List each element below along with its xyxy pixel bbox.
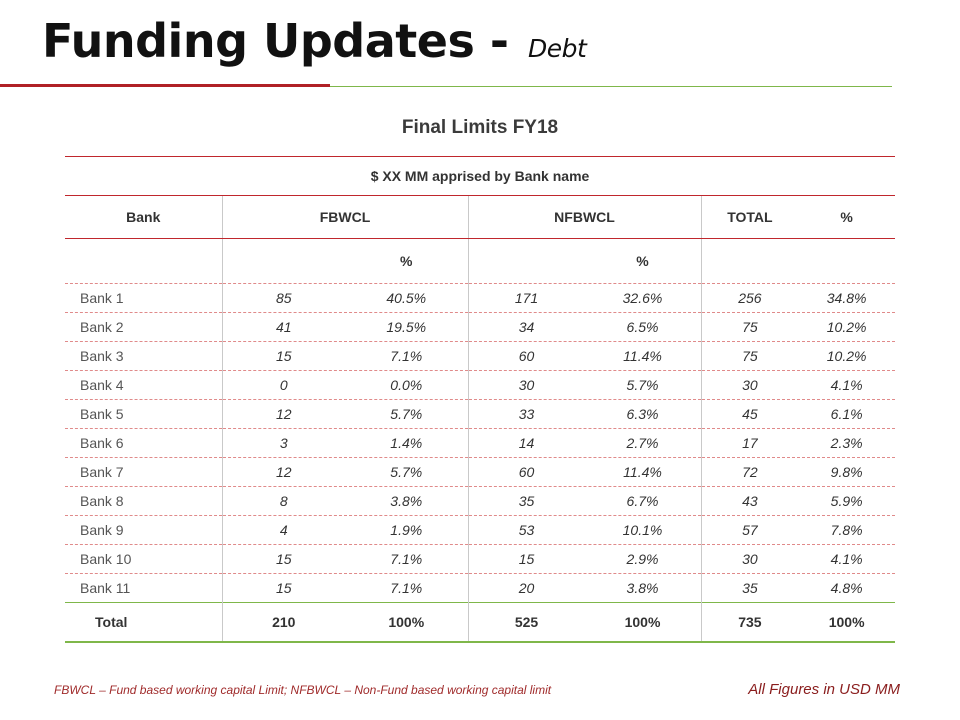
total-pct: 2.3% [830, 435, 863, 451]
nfbwcl-cell [468, 400, 701, 429]
fbwcl-value: 15 [275, 348, 292, 364]
nfbwcl-cell [468, 574, 701, 603]
title-underline-red [0, 84, 330, 87]
nfbwcl-value: 33 [518, 406, 535, 422]
grand-nfbwcl: 525 [514, 614, 539, 630]
total-split [702, 371, 896, 399]
nfbwcl-pct: 11.4% [623, 348, 662, 364]
nfbwcl-pct: 5.7% [626, 377, 659, 393]
nfbwcl-cell [468, 487, 701, 516]
fbwcl-pct: 3.8% [390, 493, 423, 509]
table-note: $ XX MM apprised by Bank name [65, 157, 895, 196]
bank-name: Bank 5 [65, 400, 222, 429]
bank-name: Bank 1 [65, 284, 222, 313]
header-bank: Bank [65, 196, 222, 239]
nfbwcl-split [469, 400, 701, 428]
fbwcl-cell [222, 516, 468, 545]
table-row [65, 284, 895, 313]
fbwcl-split [223, 313, 468, 341]
nfbwcl-split [469, 545, 701, 573]
nfbwcl-pct: 3.8% [626, 580, 659, 596]
fbwcl-value: 8 [279, 493, 288, 509]
bank-name: Bank 9 [65, 516, 222, 545]
total-pct: 9.8% [830, 464, 863, 480]
fbwcl-pct: 7.1% [390, 348, 423, 364]
total-value: 57 [742, 522, 758, 538]
bank-name: Bank 7 [65, 458, 222, 487]
total-value: 17 [742, 435, 758, 451]
header-total: TOTAL [727, 209, 773, 225]
fbwcl-cell [222, 400, 468, 429]
nfbwcl-value: 34 [518, 319, 535, 335]
total-value: 30 [742, 377, 758, 393]
nfbwcl-value: 14 [518, 435, 535, 451]
total-split [702, 400, 896, 428]
subheader-total-empty [701, 239, 895, 284]
total-pct: 7.8% [830, 522, 863, 538]
total-value: 45 [742, 406, 758, 422]
total-pct: 34.8% [826, 290, 867, 306]
fbwcl-value: 41 [275, 319, 292, 335]
fbwcl-value: 12 [275, 406, 292, 422]
total-cell [701, 342, 895, 371]
fbwcl-cell [222, 574, 468, 603]
fbwcl-cell [222, 429, 468, 458]
total-value: 72 [742, 464, 758, 480]
fbwcl-value: 15 [275, 551, 292, 567]
bank-name: Bank 8 [65, 487, 222, 516]
total-value: 43 [742, 493, 758, 509]
subheader-fbwcl-pct: % [400, 253, 413, 269]
table-note-row [65, 157, 895, 196]
fbwcl-pct: 5.7% [390, 464, 423, 480]
total-pct: 4.1% [830, 551, 863, 567]
fbwcl-cell [222, 487, 468, 516]
total-cell [701, 458, 895, 487]
fbwcl-pct: 7.1% [390, 580, 423, 596]
fbwcl-split [223, 516, 468, 544]
total-split [702, 342, 896, 370]
fbwcl-value: 15 [275, 580, 292, 596]
table-row [65, 574, 895, 603]
nfbwcl-pct: 2.9% [626, 551, 659, 567]
header-nfbwcl: NFBWCL [468, 196, 701, 239]
nfbwcl-cell [468, 371, 701, 400]
header-total-cell [701, 196, 895, 239]
nfbwcl-pct: 6.3% [626, 406, 659, 422]
subheader-nfbwcl-cell [468, 239, 701, 284]
total-value: 75 [742, 348, 758, 364]
fbwcl-split [223, 400, 468, 428]
total-split [702, 313, 896, 341]
table-row [65, 487, 895, 516]
slide-subtitle: Debt [527, 34, 587, 63]
nfbwcl-split [469, 342, 701, 370]
nfbwcl-value: 30 [518, 377, 535, 393]
fbwcl-value: 85 [275, 290, 292, 306]
footnote: FBWCL – Fund based working capital Limit; NFBWCL – Non-Fund based working capital limit [54, 683, 552, 697]
nfbwcl-pct: 32.6% [622, 290, 663, 306]
grand-nfbwcl-pct: 100% [624, 614, 661, 630]
bank-name: Bank 4 [65, 371, 222, 400]
grand-total-split [702, 603, 896, 641]
fbwcl-pct: 19.5% [386, 319, 427, 335]
table-subheader-row [65, 239, 895, 284]
fbwcl-pct: 7.1% [390, 551, 423, 567]
nfbwcl-cell [468, 545, 701, 574]
fbwcl-value: 12 [275, 464, 292, 480]
fbwcl-value: 0 [279, 377, 288, 393]
nfbwcl-split [469, 487, 701, 515]
total-cell [701, 313, 895, 342]
table-row [65, 458, 895, 487]
fbwcl-cell [222, 545, 468, 574]
nfbwcl-value: 15 [518, 551, 535, 567]
nfbwcl-split [469, 313, 701, 341]
total-cell [701, 516, 895, 545]
fbwcl-split [223, 487, 468, 515]
table-row [65, 429, 895, 458]
nfbwcl-value: 60 [518, 464, 535, 480]
subheader-empty [65, 239, 222, 284]
nfbwcl-cell [468, 342, 701, 371]
fbwcl-pct: 0.0% [390, 377, 423, 393]
fbwcl-split [223, 284, 468, 312]
total-pct: 10.2% [826, 348, 867, 364]
total-pct: 6.1% [830, 406, 863, 422]
nfbwcl-cell [468, 284, 701, 313]
fbwcl-pct: 5.7% [390, 406, 423, 422]
header-total-split [702, 196, 896, 238]
limits-table [65, 156, 895, 643]
total-value: 75 [742, 319, 758, 335]
grand-fbwcl-pct: 100% [388, 614, 425, 630]
nfbwcl-pct: 10.1% [622, 522, 663, 538]
nfbwcl-cell [468, 313, 701, 342]
fbwcl-cell [222, 313, 468, 342]
nfbwcl-cell [468, 429, 701, 458]
nfbwcl-value: 60 [518, 348, 535, 364]
total-value: 256 [738, 290, 762, 306]
nfbwcl-split [469, 574, 701, 602]
total-pct: 4.1% [830, 377, 863, 393]
grand-nfbwcl-split [469, 603, 701, 641]
nfbwcl-cell [468, 516, 701, 545]
nfbwcl-pct: 6.7% [626, 493, 659, 509]
total-split [702, 458, 896, 486]
fbwcl-cell [222, 371, 468, 400]
table-row [65, 516, 895, 545]
fbwcl-split [223, 429, 468, 457]
nfbwcl-pct: 2.7% [626, 435, 659, 451]
nfbwcl-split [469, 284, 701, 312]
bank-name: Bank 6 [65, 429, 222, 458]
nfbwcl-split [469, 429, 701, 457]
subheader-nfbwcl-pct: % [636, 253, 649, 269]
total-pct: 4.8% [830, 580, 863, 596]
nfbwcl-value: 171 [514, 290, 539, 306]
subheader-fbwcl-cell [222, 239, 468, 284]
header-fbwcl: FBWCL [222, 196, 468, 239]
total-cell [701, 400, 895, 429]
fbwcl-value: 3 [279, 435, 288, 451]
total-cell [701, 429, 895, 458]
total-split [702, 516, 896, 544]
total-pct: 5.9% [830, 493, 863, 509]
grand-total-cell [701, 603, 895, 643]
units-note: All Figures in USD MM [748, 681, 900, 698]
table-row [65, 400, 895, 429]
fbwcl-split [223, 545, 468, 573]
total-split [702, 574, 896, 602]
bank-name: Bank 10 [65, 545, 222, 574]
fbwcl-cell [222, 458, 468, 487]
table-row [65, 545, 895, 574]
total-cell [701, 371, 895, 400]
table-row [65, 371, 895, 400]
total-cell [701, 574, 895, 603]
fbwcl-split [223, 458, 468, 486]
total-split [702, 545, 896, 573]
title-underline-green [330, 86, 892, 87]
fbwcl-split [223, 371, 468, 399]
table-title: Final Limits FY18 [401, 117, 559, 138]
fbwcl-split [223, 342, 468, 370]
total-value: 35 [742, 580, 758, 596]
total-split [702, 284, 896, 312]
grand-nfbwcl-cell [468, 603, 701, 643]
nfbwcl-split [469, 458, 701, 486]
nfbwcl-split [469, 516, 701, 544]
bank-name: Bank 3 [65, 342, 222, 371]
total-pct: 10.2% [826, 319, 867, 335]
total-row [65, 603, 895, 643]
table-header-row [65, 196, 895, 239]
fbwcl-cell [222, 342, 468, 371]
bank-name: Bank 11 [65, 574, 222, 603]
total-value: 30 [742, 551, 758, 567]
nfbwcl-pct: 6.5% [626, 319, 659, 335]
subheader-nfbwcl-split [469, 239, 701, 283]
grand-fbwcl-cell [222, 603, 468, 643]
fbwcl-split [223, 574, 468, 602]
bank-name: Bank 2 [65, 313, 222, 342]
nfbwcl-value: 53 [518, 522, 535, 538]
total-split [702, 429, 896, 457]
total-cell [701, 487, 895, 516]
fbwcl-cell [222, 284, 468, 313]
slide-title-text: Funding Updates - [42, 14, 509, 68]
table-row [65, 313, 895, 342]
nfbwcl-split [469, 371, 701, 399]
header-total-pct: % [840, 209, 853, 225]
fbwcl-pct: 1.9% [390, 522, 423, 538]
grand-fbwcl-split [223, 603, 468, 641]
total-split [702, 487, 896, 515]
nfbwcl-value: 20 [518, 580, 535, 596]
total-cell [701, 545, 895, 574]
nfbwcl-value: 35 [518, 493, 535, 509]
fbwcl-value: 4 [279, 522, 288, 538]
table-row [65, 342, 895, 371]
total-label: Total [65, 603, 222, 643]
slide-title [42, 14, 586, 68]
nfbwcl-cell [468, 458, 701, 487]
grand-total: 735 [738, 614, 762, 630]
grand-total-pct: 100% [828, 614, 865, 630]
subheader-fbwcl-split [223, 239, 468, 283]
fbwcl-pct: 1.4% [390, 435, 423, 451]
total-cell [701, 284, 895, 313]
nfbwcl-pct: 11.4% [623, 464, 662, 480]
grand-fbwcl: 210 [272, 614, 296, 630]
fbwcl-pct: 40.5% [386, 290, 427, 306]
